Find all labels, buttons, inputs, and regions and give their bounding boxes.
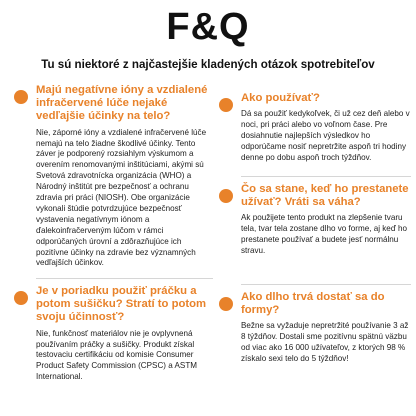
faq-question: Je v poriadku použiť práčku a potom sušičku? Stratí to potom svoju účinnosť? (36, 285, 207, 324)
faq-answer: Nie, záporné ióny a vzdialené infračervené lúče nemajú na telo žiadne škodlivé účinky. Tento záver je podporený rozsiahlym výskumom a overením renomovanými inštitúciami, akými sú Svetová zdravotnícka organizácia (WHO) a Národný inštitút pre bezpečnosť a ochranu zdravia pri práci (NIOSH). Obe organizácie vykonali štúdie potvrdzujúce bezpečnosť vystavenia negatívnym iónom a ďalekoinfračerveným lúčom v rámci odporúčaných úrovní a zdôrazňujúce ich pozitívne účinky na zdravie bez významných vedľajších účinkov. (36, 127, 207, 268)
faq-question: Čo sa stane, keď ho prestanete užívať? Vráti sa váha? (241, 183, 409, 209)
faq-content (241, 183, 411, 257)
faq-content (36, 285, 213, 383)
faq-question: Majú negatívne ióny a vzdialené infračervené lúče nejaké vedľajšie účinky na telo? (36, 84, 208, 123)
faq-content (241, 291, 411, 365)
faq-answer: Bežne sa vyžaduje nepretržité používanie 3 až 8 týždňov. Dostali sme pozitívnu spätnú väzbu od viac ako 16 000 užívateľov, z ktorých 98 % získalo sexi telo do 5 týždňov! (241, 321, 409, 364)
faq-content (36, 84, 213, 269)
bullet-dot-icon (14, 291, 28, 305)
bullet-dot-icon (14, 90, 28, 104)
bullet-dot-icon (219, 189, 233, 203)
faq-question: Ako používať? (241, 92, 320, 104)
page-subtitle: Tu sú niektoré z najčastejšie kladených otázok spotrebiteľov (41, 58, 375, 71)
faq-answer: Nie, funkčnosť materiálov nie je ovplyvnená používaním práčky a sušičky. Produkt získal testovaciu certifikáciu od komisie Consumer Product Safety Commission (CPSC) a ASTM International. (36, 328, 198, 382)
faq-answer: Ak použijete tento produkt na zlepšenie tvaru tela, tvar tela zostane dlho vo forme, aj keď ho prestanete používať a budete jesť normálnu stravu. (241, 213, 408, 256)
bullet-dot-icon (219, 98, 233, 112)
faq-question: Ako dlho trvá dostať sa do formy? (241, 291, 385, 317)
divider (36, 278, 213, 279)
divider (241, 176, 411, 177)
bullet-dot-icon (219, 297, 233, 311)
faq-content (241, 92, 411, 164)
page-title: F&Q (166, 6, 250, 48)
faq-answer: Dá sa použiť kedykoľvek, či už cez deň alebo v noci, pri práci alebo vo voľnom čase. Pre dosiahnutie najlepších výsledkov ho odporúčame nosiť nepretržite aspoň tri hodiny denne po dobu aspoň troch týždňov. (241, 109, 410, 162)
divider (241, 284, 411, 285)
